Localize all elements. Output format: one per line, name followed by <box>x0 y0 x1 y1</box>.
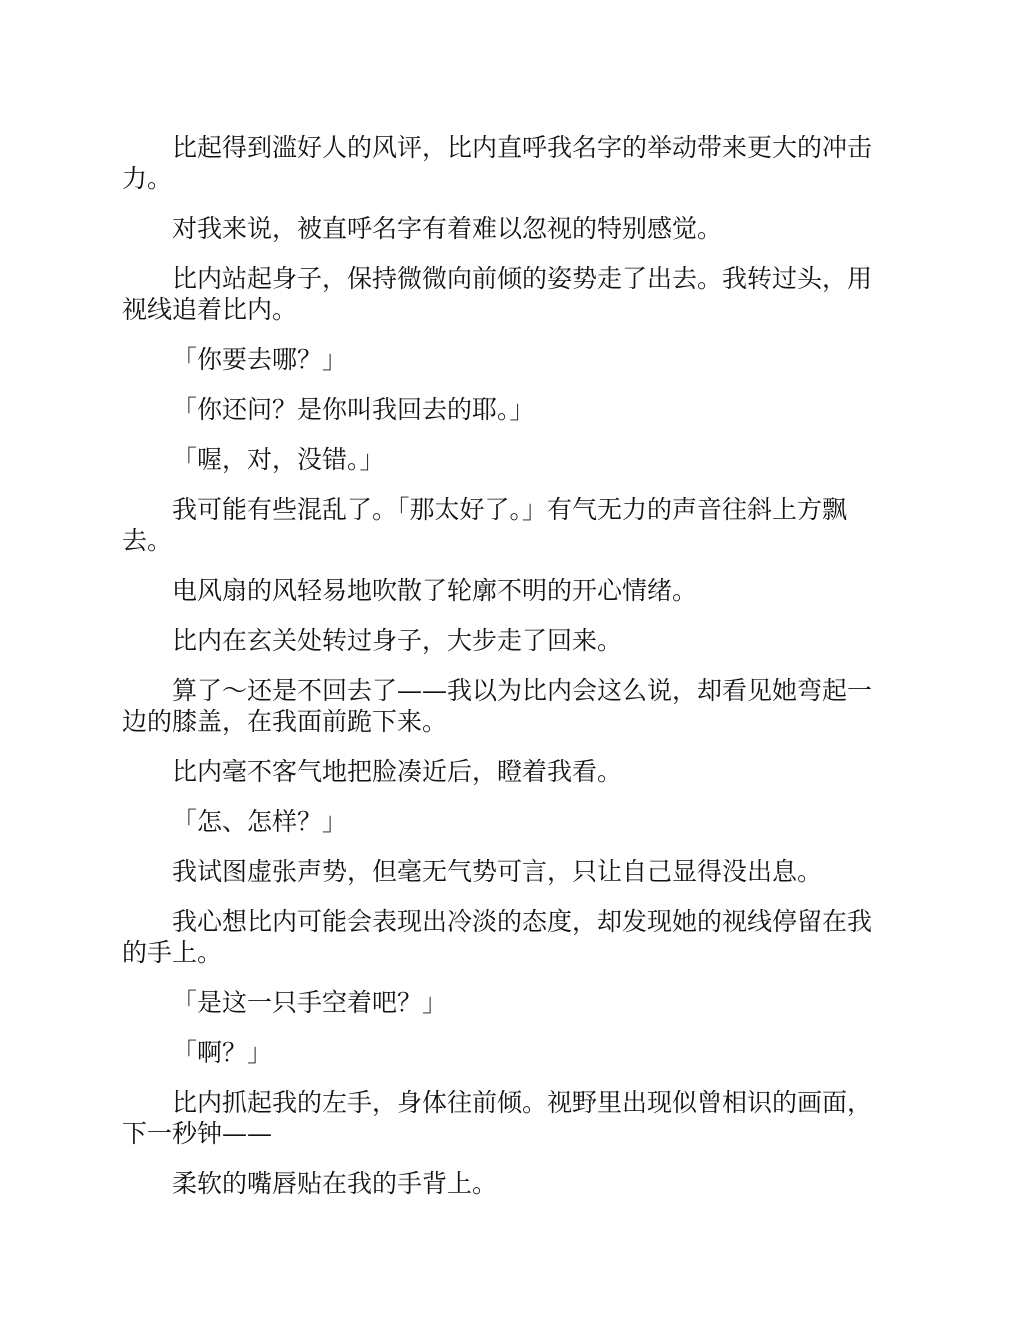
paragraph: 我心想比内可能会表现出冷淡的态度，却发现她的视线停留在我的手上。 <box>122 907 873 967</box>
paragraph: 比内抓起我的左手，身体往前倾。视野里出现似曾相识的画面，下一秒钟—— <box>122 1088 873 1148</box>
paragraph: 我可能有些混乱了。「那太好了。」有气无力的声音往斜上方飘去。 <box>122 495 848 555</box>
dialogue-line: 「你要去哪？」 <box>172 345 348 374</box>
paragraph: 比内在玄关处转过身子，大步走了回来。 <box>172 626 623 655</box>
paragraph: 算了～还是不回去了——我以为比内会这么说，却看见她弯起一边的膝盖，在我面前跪下来。 <box>122 676 873 736</box>
paragraph: 比起得到滥好人的风评，比内直呼我名字的举动带来更大的冲击力。 <box>122 133 873 193</box>
paragraph: 柔软的嘴唇贴在我的手背上。 <box>172 1169 498 1198</box>
dialogue-line: 「你还问？是你叫我回去的耶。」 <box>172 395 535 424</box>
paragraph: 我试图虚张声势，但毫无气势可言，只让自己显得没出息。 <box>172 857 823 886</box>
paragraph: 比内站起身子，保持微微向前倾的姿势走了出去。我转过头，用视线追着比内。 <box>122 264 873 324</box>
paragraph: 对我来说，被直呼名字有着难以忽视的特别感觉。 <box>172 214 723 243</box>
dialogue-line: 「喔，对，没错。」 <box>172 445 385 474</box>
paragraph: 电风扇的风轻易地吹散了轮廓不明的开心情绪。 <box>172 576 698 605</box>
paragraph: 比内毫不客气地把脸凑近后，瞪着我看。 <box>172 757 623 786</box>
dialogue-line: 「是这一只手空着吧？」 <box>172 988 448 1017</box>
dialogue-line: 「怎、怎样？」 <box>172 807 348 836</box>
dialogue-line: 「啊？」 <box>172 1038 273 1067</box>
